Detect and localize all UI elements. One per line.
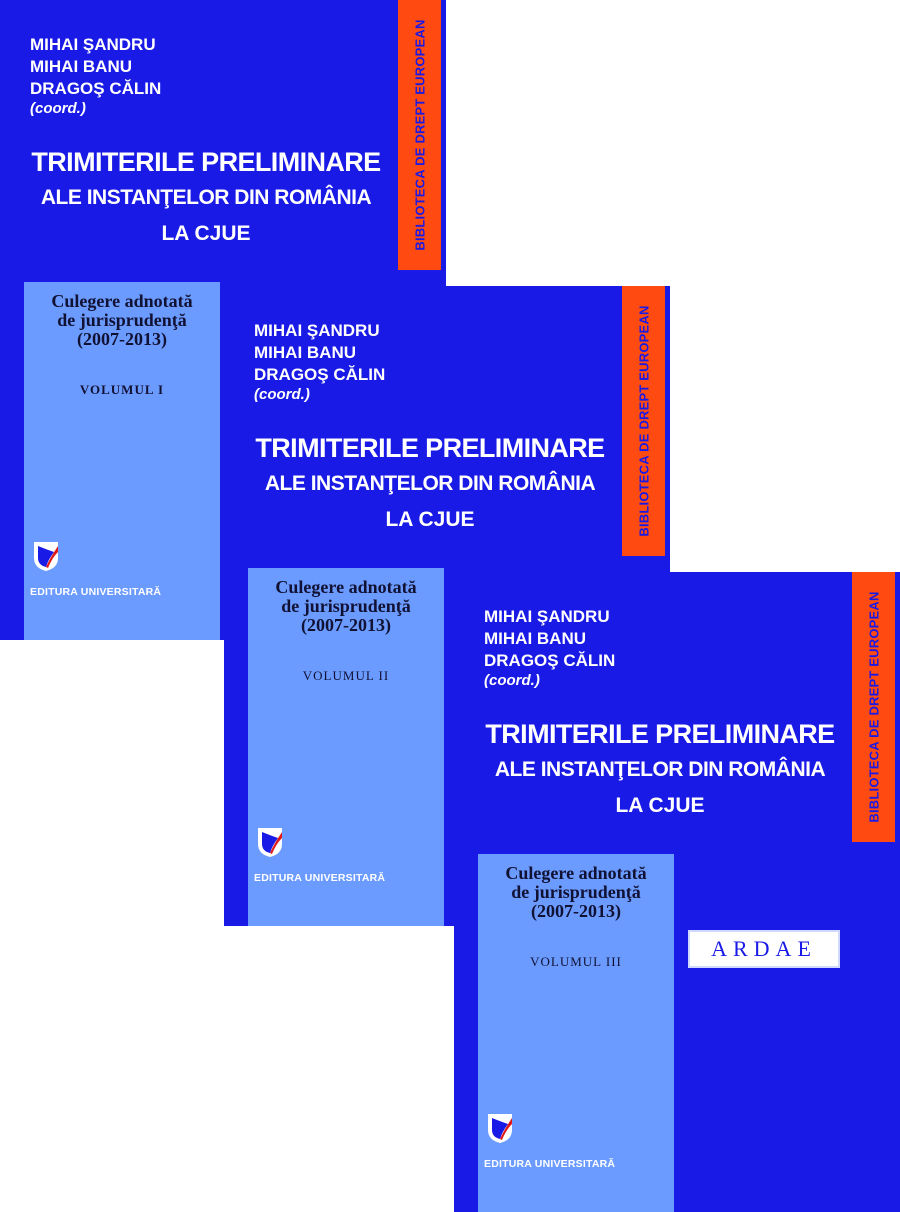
title-line-3: LA CJUE <box>615 794 705 817</box>
title-line-3: LA CJUE <box>385 508 475 531</box>
volume-label: VOLUMUL I <box>79 382 165 397</box>
coord-label: (coord.) <box>254 386 310 403</box>
series-label: BIBLIOTECA DE DREPT EUROPEAN <box>636 305 651 537</box>
author-1: MIHAI ŞANDRU <box>30 35 156 54</box>
subtitle-panel <box>24 282 220 640</box>
author-3: DRAGOŞ CĂLIN <box>484 651 616 670</box>
volume-label: VOLUMUL III <box>530 954 622 969</box>
publisher-name: EDITURA UNIVERSITARĂ <box>30 586 162 598</box>
author-3: DRAGOŞ CĂLIN <box>30 79 162 98</box>
subtitle-line-3: (2007-2013) <box>531 901 621 921</box>
coord-label: (coord.) <box>30 100 86 117</box>
publisher-logo-icon <box>32 538 60 572</box>
subtitle-line-2: de jurisprudenţă <box>511 882 641 902</box>
title-line-2: ALE INSTANŢELOR DIN ROMÂNIA <box>494 758 826 781</box>
authors <box>30 34 161 118</box>
title-line-2: ALE INSTANŢELOR DIN ROMÂNIA <box>264 472 596 495</box>
publisher-name: EDITURA UNIVERSITARĂ <box>254 872 386 884</box>
series-label: BIBLIOTECA DE DREPT EUROPEAN <box>866 591 881 823</box>
subtitle-panel <box>248 568 444 926</box>
author-2: MIHAI BANU <box>484 629 586 648</box>
subtitle <box>24 292 220 349</box>
publisher-logo-icon <box>486 1110 514 1144</box>
book-title <box>454 716 866 824</box>
author-2: MIHAI BANU <box>254 343 356 362</box>
subtitle-line-1: Culegere adnotată <box>51 291 193 311</box>
title-line-1: TRIMITERILE PRELIMINARE <box>255 433 605 463</box>
volume-label: VOLUMUL II <box>302 668 390 683</box>
subtitle <box>248 578 444 635</box>
title-line-3: LA CJUE <box>161 222 251 245</box>
subtitle-line-1: Culegere adnotată <box>505 863 647 883</box>
coord-label: (coord.) <box>484 672 540 689</box>
title-line-1: TRIMITERILE PRELIMINARE <box>485 719 835 749</box>
title-line-2: ALE INSTANŢELOR DIN ROMÂNIA <box>40 186 372 209</box>
book-title <box>224 430 636 538</box>
book-cover-volume-3 <box>454 572 900 1212</box>
authors <box>254 320 385 404</box>
author-2: MIHAI BANU <box>30 57 132 76</box>
subtitle <box>478 864 674 921</box>
series-label: BIBLIOTECA DE DREPT EUROPEAN <box>412 19 427 251</box>
publisher-logo-icon <box>256 824 284 858</box>
imprint-badge: ARDAE <box>688 930 840 968</box>
subtitle-line-2: de jurisprudenţă <box>57 310 187 330</box>
subtitle-line-1: Culegere adnotată <box>275 577 417 597</box>
authors <box>484 606 615 690</box>
author-1: MIHAI ŞANDRU <box>484 607 610 626</box>
publisher-name: EDITURA UNIVERSITARĂ <box>484 1158 616 1170</box>
author-1: MIHAI ŞANDRU <box>254 321 380 340</box>
subtitle-line-2: de jurisprudenţă <box>281 596 411 616</box>
book-title <box>0 144 412 252</box>
author-3: DRAGOŞ CĂLIN <box>254 365 386 384</box>
subtitle-line-3: (2007-2013) <box>301 615 391 635</box>
title-line-1: TRIMITERILE PRELIMINARE <box>31 147 381 177</box>
subtitle-panel <box>478 854 674 1212</box>
subtitle-line-3: (2007-2013) <box>77 329 167 349</box>
